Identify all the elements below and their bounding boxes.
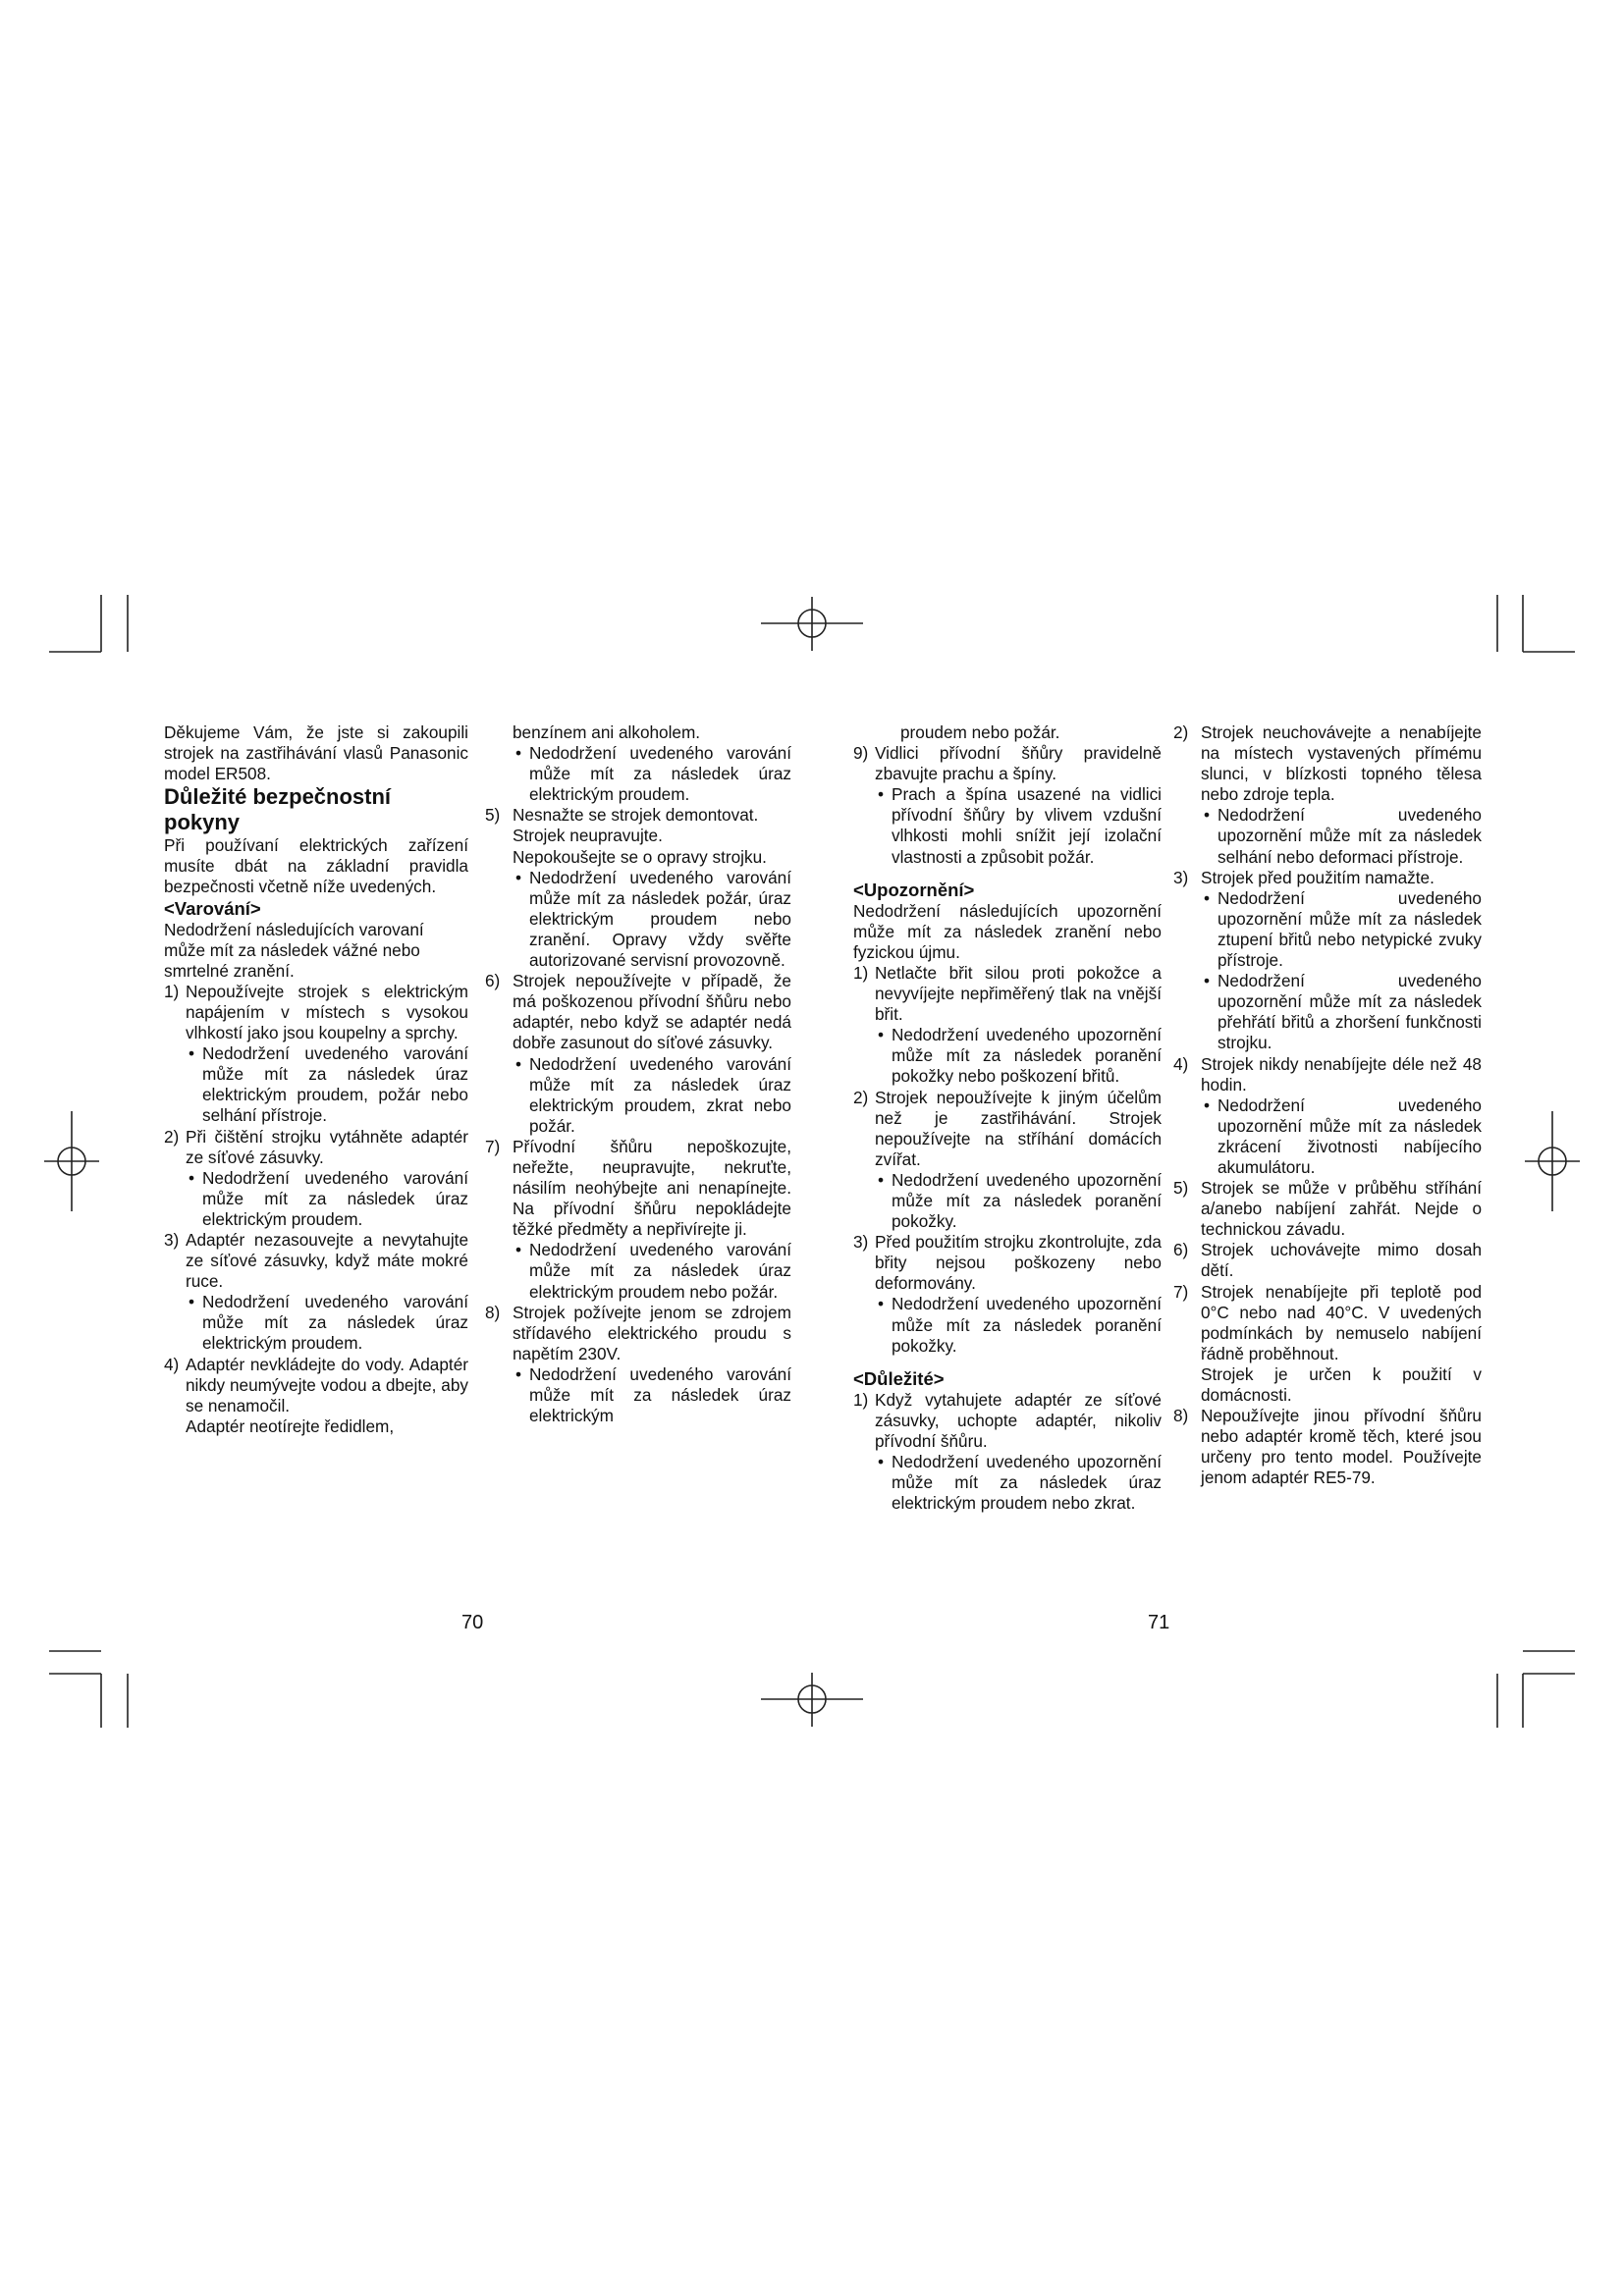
- list-item: [853, 1088, 1162, 1233]
- item-text: Nepoužívejte jinou přívodní šňůru nebo adaptér kromě těch, které jsou určeny pro tento model. Používejte jenom adaptér RE5-79.: [1201, 1406, 1482, 1488]
- item-text: Strojek se může v průběhu stříhání a/anebo nabíjení zahřát. Nejde o technickou závadu.: [1201, 1178, 1482, 1240]
- item-number: 1): [853, 962, 869, 983]
- bullet: • Nedodržení uvedeného varování může mít za následek úraz elektrickým: [515, 1363, 791, 1426]
- registration-mark: [761, 1673, 863, 1727]
- item-number: 2): [164, 1126, 180, 1147]
- important-heading: <Důležité>: [853, 1367, 945, 1389]
- bullet-text: Prach a špína usazené na vidlici přívodní šňůry by vlivem vzdušní vlhkosti mohli snížit její izolační vlastnosti a způsobit požár.: [892, 784, 1162, 867]
- bullet-text: Nedodržení uvedeného upozornění může mít za následek poranění pokožky.: [892, 1294, 1162, 1356]
- bullet-text: Nedodržení uvedeného varování může mít za následek požár, úraz elektrickým proudem nebo zranění. Opravy vždy svěřte autorizované servisní provozovně.: [529, 867, 791, 971]
- item-number: 1): [853, 1389, 869, 1410]
- bullet-text: Nedodržení uvedeného varování může mít za následek úraz elektrickým: [529, 1363, 791, 1426]
- bullet-text: Nedodržení uvedeného varování může mít za následek úraz elektrickým proudem.: [202, 1167, 468, 1229]
- bullet: • Nedodržení uvedeného upozornění může mít za následek ztupení břitů nebo netypické zvuky přístroje.: [1204, 887, 1482, 971]
- item-text: Nesnažte se strojek demontovat.: [513, 805, 759, 826]
- bullet-text: Nedodržení uvedeného upozornění může mít za následek zkrácení životnosti nabíjecího akumulátoru.: [1218, 1095, 1482, 1177]
- item-text: Vidlici přívodní šňůry pravidelně zbavujte prachu a špíny.: [875, 743, 1162, 784]
- section-title: Důležité bezpečnostní pokyny: [164, 784, 392, 835]
- item-text: Když vytahujete adaptér ze síťové zásuvky, uchopte adaptér, nikoliv přívodní šňůru.: [875, 1389, 1162, 1451]
- item-text: Strojek nepoužívejte k jiným účelům než je zastřihávání. Strojek nepoužívejte na stříhání domácích zvířat.: [875, 1087, 1162, 1169]
- item-number: 1): [164, 981, 180, 1001]
- item-number: 5): [1173, 1178, 1189, 1199]
- list-item: [853, 963, 1162, 1088]
- bullet: • Prach a špína usazené na vidlici přívodní šňůry by vlivem vzdušní vlhkosti mohli snížit její izolační vlastnosti a způsobit požár.: [878, 784, 1162, 867]
- bullet-text: Nedodržení uvedeného varování může mít za následek úraz elektrickým proudem nebo požár.: [529, 1240, 791, 1302]
- bullet-text: Nedodržení uvedeného upozornění může mít za následek přehřátí břitů a zhoršení funkčnosti strojku.: [1218, 971, 1482, 1053]
- bullet-text: Nedodržení uvedeného varování může mít za následek úraz elektrickým proudem, zkrat nebo požár.: [529, 1053, 791, 1136]
- item-number: 6): [1173, 1240, 1189, 1260]
- bullet: • Nedodržení uvedeného varování může mít za následek úraz elektrickým proudem, zkrat nebo požár.: [515, 1053, 791, 1136]
- item-number: 7): [485, 1136, 501, 1156]
- bullet: • Nedodržení uvedeného varování může mít za následek úraz elektrickým proudem.: [515, 743, 791, 805]
- bullet-text: Nedodržení uvedeného varování může mít za následek úraz elektrickým proudem.: [202, 1292, 468, 1354]
- bullet: • Nedodržení uvedeného varování může mít za následek úraz elektrickým proudem, požár nebo selhání přístroje.: [189, 1043, 468, 1126]
- item-extra: Strojek je určen k použití v domácnosti.: [1201, 1363, 1482, 1405]
- bullet: • Nedodržení uvedeného upozornění může mít za následek poranění pokožky.: [878, 1294, 1162, 1356]
- list-item: [485, 1137, 791, 1303]
- item-line: Strojek neupravujte.: [513, 826, 663, 846]
- item-text: Strojek nepoužívejte v případě, že má poškozenou přívodní šňůru nebo adaptér, nebo když se adaptér nedá dobře zasunout do síťové zásuvky.: [513, 971, 791, 1053]
- column-4: [1173, 722, 1482, 1488]
- list-item: [485, 805, 791, 971]
- item-text: Strojek nenabíjejte při teplotě pod 0°C nebo nad 40°C. V uvedených podmínkách by nemuselo nabíjení řádně proběhnout.: [1201, 1281, 1482, 1363]
- list-item: [485, 1303, 791, 1427]
- list-item: [485, 971, 791, 1137]
- list-item: [164, 1355, 468, 1437]
- list-item: [1173, 1240, 1482, 1281]
- list-item: [1173, 1178, 1482, 1240]
- bullet: • Nedodržení uvedeného upozornění může mít za následek poranění pokožky.: [878, 1169, 1162, 1232]
- continued-text: benzínem ani alkoholem.: [513, 722, 701, 742]
- item-text: Strojek před použitím namažte.: [1201, 867, 1435, 887]
- bullet-text: Nedodržení uvedeného upozornění může mít za následek selhání nebo deformaci přístroje.: [1218, 805, 1482, 867]
- bullet: • Nedodržení uvedeného varování může mít za následek úraz elektrickým proudem nebo požár.: [515, 1240, 791, 1302]
- warning-intro: Nedodržení následujících varovaní může mít za následek vážné nebo smrtelné zranění.: [164, 919, 424, 981]
- list-item: [1173, 868, 1482, 1054]
- list-item: [164, 1230, 468, 1355]
- bullet: • Nedodržení uvedeného upozornění může mít za následek zkrácení životnosti nabíjecího akumulátoru.: [1204, 1095, 1482, 1177]
- list-item: [1173, 722, 1482, 868]
- bullet: • Nedodržení uvedeného upozornění může mít za následek poranění pokožky nebo poškození břitů.: [878, 1025, 1162, 1087]
- item-text: Netlačte břit silou proti pokožce a nevyvíjejte nepřiměřený tlak na vnější břit.: [875, 962, 1162, 1025]
- bullet: • Nedodržení uvedeného upozornění může mít za následek úraz elektrickým proudem nebo zkrat.: [878, 1452, 1162, 1514]
- bullet-text: Nedodržení uvedeného upozornění může mít za následek úraz elektrickým proudem nebo zkrat.: [892, 1452, 1162, 1514]
- item-number: 7): [1173, 1281, 1189, 1302]
- item-number: 3): [853, 1232, 869, 1253]
- item-text: Při čištění strojku vytáhněte adaptér ze síťové zásuvky.: [186, 1126, 468, 1167]
- continued-text: proudem nebo požár.: [900, 722, 1060, 742]
- bullet-text: Nedodržení uvedeného upozornění může mít za následek poranění pokožky nebo poškození břitů.: [892, 1025, 1162, 1087]
- lead-text: Při používaní elektrických zařízení musíte dbát na základní pravidla bezpečnosti včetně níže uvedených.: [164, 835, 468, 897]
- column-2: [485, 722, 791, 1426]
- item-text: Strojek neuchovávejte a nenabíjejte na místech vystavených přímému slunci, v blízkosti topného tělesa nebo zdroje tepla.: [1201, 722, 1482, 805]
- list-item: [853, 1390, 1162, 1515]
- item-text: Strojek požívejte jenom se zdrojem střídavého elektrického proudu s napětím 230V.: [513, 1302, 791, 1363]
- item-number: 5): [485, 805, 501, 826]
- item-number: 4): [1173, 1053, 1189, 1074]
- item-number: 9): [853, 743, 869, 764]
- bullet: • Nedodržení uvedeného varování může mít za následek úraz elektrickým proudem.: [189, 1292, 468, 1354]
- registration-mark: [1525, 1111, 1580, 1211]
- item-number: 3): [164, 1229, 180, 1250]
- item-text: Adaptér nevkládejte do vody. Adaptér nikdy neumývejte vodou a dbejte, aby se nenamočil.: [186, 1354, 468, 1415]
- bullet: • Nedodržení uvedeného upozornění může mít za následek přehřátí břitů a zhoršení funkčnosti strojku.: [1204, 971, 1482, 1053]
- item-number: 3): [1173, 867, 1189, 887]
- registration-mark: [761, 597, 863, 651]
- list-item: [1173, 1406, 1482, 1488]
- item-text: Strojek uchovávejte mimo dosah dětí.: [1201, 1240, 1482, 1281]
- page-number-left: 70: [461, 1612, 484, 1633]
- item-text: Adaptér nezasouvejte a nevytahujte ze síťové zásuvky, když máte mokré ruce.: [186, 1229, 468, 1292]
- bullet: • Nedodržení uvedeného varování může mít za následek úraz elektrickým proudem.: [189, 1167, 468, 1229]
- bullet: • Nedodržení uvedeného upozornění může mít za následek selhání nebo deformaci přístroje.: [1204, 805, 1482, 867]
- column-3: [853, 722, 1162, 1514]
- item-text: Před použitím strojku zkontrolujte, zda břity nejsou poškozeny nebo deformovány.: [875, 1232, 1162, 1294]
- item-text: Strojek nikdy nenabíjejte déle než 48 hodin.: [1201, 1053, 1482, 1095]
- item-text: Nepoužívejte strojek s elektrickým napájením v místech s vysokou vlhkostí jako jsou koupelny a sprchy.: [186, 981, 468, 1043]
- list-item: [1173, 1282, 1482, 1407]
- item-number: 6): [485, 971, 501, 991]
- item-extra: Adaptér neotírejte ředidlem,: [186, 1415, 395, 1436]
- bullet-text: Nedodržení uvedeného varování může mít za následek úraz elektrickým proudem.: [529, 743, 791, 805]
- item-number: 2): [853, 1087, 869, 1107]
- page-number-right: 71: [1148, 1612, 1170, 1633]
- item-number: 4): [164, 1354, 180, 1374]
- list-item: [853, 1232, 1162, 1357]
- list-item: [1173, 1054, 1482, 1179]
- item-number: 8): [1173, 1406, 1189, 1426]
- bullet-text: Nedodržení uvedeného upozornění může mít za následek ztupení břitů nebo netypické zvuky přístroje.: [1218, 887, 1482, 971]
- warning-heading: <Varování>: [164, 897, 261, 919]
- item-line: Nepokoušejte se o opravy strojku.: [513, 846, 767, 867]
- caution-intro: Nedodržení následujících upozornění může mít za následek zranění nebo fyzickou újmu.: [853, 900, 1162, 962]
- item-number: 8): [485, 1302, 501, 1322]
- bullet-text: Nedodržení uvedeného varování může mít za následek úraz elektrickým proudem, požár nebo selhání přístroje.: [202, 1043, 468, 1126]
- list-item: [164, 982, 468, 1127]
- list-item: [164, 1127, 468, 1230]
- bullet: • Nedodržení uvedeného varování může mít za následek požár, úraz elektrickým proudem nebo zranění. Opravy vždy svěřte autorizované servisní provozovně.: [515, 867, 791, 971]
- registration-mark: [44, 1111, 99, 1211]
- caution-heading: <Upozornění>: [853, 879, 975, 900]
- list-item: [853, 743, 1162, 868]
- item-number: 2): [1173, 722, 1189, 742]
- item-text: Přívodní šňůru nepoškozujte, neřežte, neupravujte, nekruťte, násilím neohýbejte ani nenapínejte. Na přívodní šňůru nepokládejte těžké předměty a nepřivírejte ji.: [513, 1136, 791, 1240]
- bullet-text: Nedodržení uvedeného upozornění může mít za následek poranění pokožky.: [892, 1169, 1162, 1232]
- intro-text: Děkujeme Vám, že jste si zakoupili strojek na zastřihávání vlasů Panasonic model ER508.: [164, 722, 468, 784]
- column-1: [164, 722, 468, 1437]
